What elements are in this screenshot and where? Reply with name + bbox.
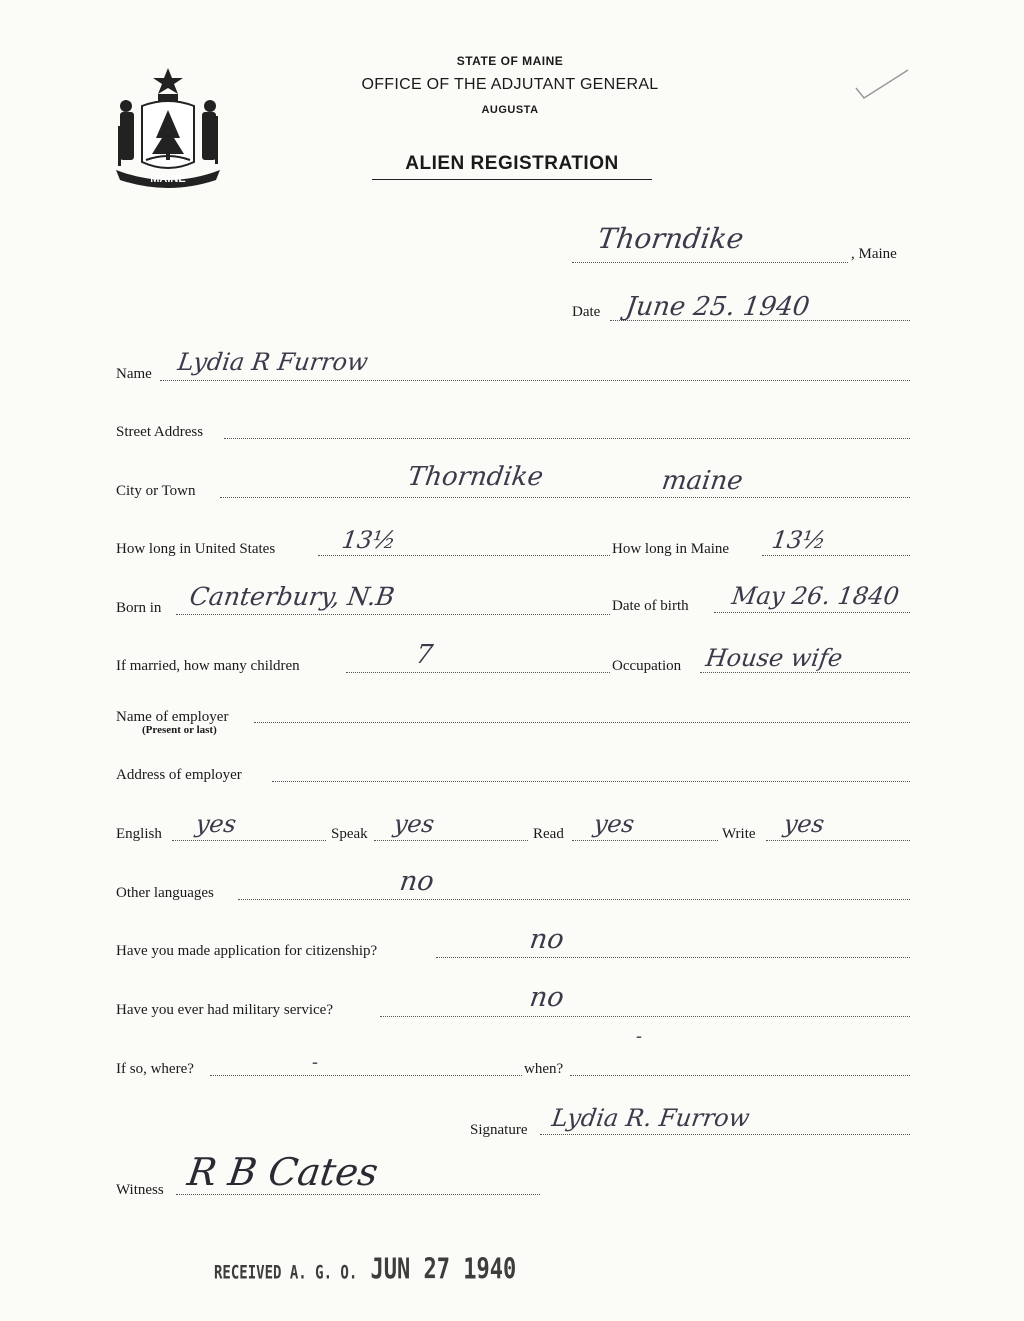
received-stamp-text: RECEIVED A. G. O. <box>214 1263 358 1284</box>
citizenship-value: no <box>527 924 566 955</box>
married-children-label: If married, how many children <box>116 658 300 674</box>
witness-label: Witness <box>116 1182 164 1198</box>
english-line <box>172 840 326 841</box>
signature-line <box>540 1134 910 1135</box>
when-value: - <box>634 1026 644 1047</box>
when-label: when? <box>524 1061 564 1077</box>
form-title: ALIEN REGISTRATION <box>372 153 652 180</box>
street-address-label: Street Address <box>116 424 204 440</box>
header-state: STATE OF MAINE <box>456 54 564 68</box>
employer-address-label: Address of employer <box>116 767 242 783</box>
name-line <box>160 380 910 381</box>
speak-value: yes <box>392 810 437 838</box>
occupation-label: Occupation <box>612 658 682 674</box>
street-address-line <box>224 438 910 439</box>
maine-label: , Maine <box>851 246 897 262</box>
english-value: yes <box>194 810 239 838</box>
if-so-where-label: If so, where? <box>116 1061 194 1077</box>
speak-line <box>374 840 528 841</box>
signature-value: Lydia R. Furrow <box>550 1104 752 1132</box>
employer-address-line <box>272 781 910 782</box>
header-city: AUGUSTA <box>481 104 539 116</box>
children-value: 7 <box>413 640 435 670</box>
citizenship-label: Have you made application for citizenship? <box>116 943 378 959</box>
witness-value: R B Cates <box>184 1150 381 1194</box>
english-label: English <box>116 826 162 842</box>
where-value: - <box>310 1052 320 1073</box>
how-long-us-label: How long in United States <box>116 541 276 557</box>
military-label: Have you ever had military service? <box>116 1002 333 1018</box>
how-long-us-line <box>318 555 610 556</box>
how-long-maine-label: How long in Maine <box>612 541 730 557</box>
maine-state-seal <box>112 66 224 188</box>
date-of-birth-line <box>714 612 910 613</box>
check-mark-icon <box>852 68 912 104</box>
city-or-town-value: Thorndike <box>405 462 546 492</box>
date-of-birth-label: Date of birth <box>612 598 689 614</box>
city-or-town-label: City or Town <box>116 483 196 499</box>
children-line <box>346 672 610 673</box>
speak-label: Speak <box>331 826 368 842</box>
other-languages-value: no <box>397 866 436 897</box>
born-in-value: Canterbury, N.B <box>187 582 397 611</box>
citizenship-line <box>436 957 910 958</box>
military-line <box>380 1016 910 1017</box>
town-line <box>572 262 848 263</box>
read-label: Read <box>533 826 564 842</box>
employer-name-line <box>254 722 910 723</box>
name-label: Name <box>116 366 152 382</box>
how-long-maine-line <box>762 555 910 556</box>
signature-label: Signature <box>470 1122 528 1138</box>
read-value: yes <box>592 810 637 838</box>
city-state-value: maine <box>659 466 745 496</box>
born-in-line <box>176 614 610 615</box>
how-long-us-value: 13½ <box>340 526 398 554</box>
witness-line <box>176 1194 540 1195</box>
other-languages-label: Other languages <box>116 885 214 901</box>
read-line <box>572 840 718 841</box>
write-value: yes <box>782 810 827 838</box>
header-office: OFFICE OF THE ADJUTANT GENERAL <box>361 76 659 93</box>
date-label: Date <box>572 304 601 320</box>
date-value: June 25. 1940 <box>623 292 812 322</box>
born-in-label: Born in <box>116 600 162 616</box>
how-long-maine-value: 13½ <box>770 526 828 554</box>
city-or-town-line <box>220 497 910 498</box>
name-value: Lydia R Furrow <box>176 348 370 376</box>
write-label: Write <box>722 826 756 842</box>
town-value: Thorndike <box>595 222 746 255</box>
date-of-birth-value: May 26. 1840 <box>730 582 901 610</box>
employer-name-label: Name of employer <box>116 709 229 725</box>
employer-sub-label: (Present or last) <box>142 724 217 736</box>
write-line <box>766 840 910 841</box>
received-stamp <box>214 1254 516 1287</box>
occupation-line <box>700 672 910 673</box>
occupation-value: House wife <box>704 644 845 672</box>
other-languages-line <box>238 899 910 900</box>
received-stamp-date: JUN 27 1940 <box>370 1254 517 1287</box>
seal-banner-text: MAINE <box>150 173 186 185</box>
where-line <box>210 1075 522 1076</box>
when-line <box>570 1075 910 1076</box>
military-value: no <box>527 982 566 1013</box>
